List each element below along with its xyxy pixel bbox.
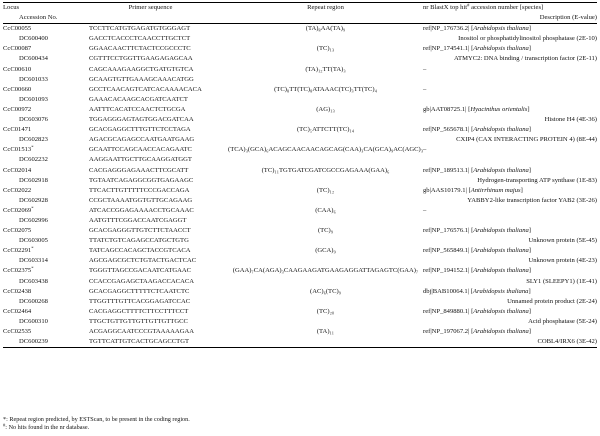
table-row bbox=[3, 95, 597, 105]
est-accession: DC602823 bbox=[19, 136, 48, 144]
primer-forward: TCCTTCATGTGAGATGTGGGAGT bbox=[89, 25, 191, 33]
hit-description: Unknown protein (5E-45) bbox=[528, 237, 597, 245]
hit-description: Acid phosphatase (5E-24) bbox=[528, 317, 597, 325]
est-accession: DC601093 bbox=[19, 95, 48, 103]
primer-reverse: TTGCTGTTGTTGTTGTTGTTGCC bbox=[89, 317, 188, 325]
repeat-region: (TC)₂₀ bbox=[316, 307, 335, 315]
table-row bbox=[3, 85, 597, 95]
table-row bbox=[3, 135, 597, 145]
table-row bbox=[3, 236, 597, 246]
est-accession: DC603438 bbox=[19, 277, 48, 285]
locus-cell bbox=[3, 65, 73, 75]
footnote-star: *: Repeat region predicted, by ESTScan, to be present in the coding region. bbox=[3, 416, 190, 423]
hit-description: Histone H4 (4E-36) bbox=[544, 116, 597, 124]
hit-accession: ref|NP_194152.1| bbox=[423, 267, 470, 275]
locus-cell bbox=[3, 266, 73, 276]
locus-id: CcC00610 bbox=[3, 65, 32, 73]
table-row bbox=[3, 186, 597, 196]
hit-description: SLY1 (SLEEPY1) (1E-41) bbox=[526, 277, 597, 285]
repeat-region: (GCA)₉ bbox=[315, 247, 336, 255]
table-row bbox=[3, 75, 597, 85]
header-locus: Locus bbox=[3, 3, 73, 14]
hit-description: YABBY2-like transcription factor YAB2 (3E-26) bbox=[467, 196, 597, 204]
locus-cell bbox=[3, 85, 73, 95]
repeat-region: (TA)₁₁ bbox=[316, 328, 335, 335]
repeat-empty bbox=[228, 95, 423, 105]
repeat-empty bbox=[228, 256, 423, 266]
primer-forward: GCACGAGGCTTTTTCTCAATCTC bbox=[89, 287, 190, 295]
table-row bbox=[3, 34, 597, 44]
repeat-empty bbox=[228, 115, 423, 125]
hit-species: Arabidopsis thaliana bbox=[473, 227, 529, 235]
hit-species: Arabidopsis thaliana bbox=[473, 126, 529, 134]
coding-region-mark: * bbox=[31, 205, 34, 211]
primer-reverse: CCACCGAGAGCTAAGACCACACA bbox=[89, 277, 194, 285]
est-accession: DC602928 bbox=[19, 196, 48, 204]
primer-forward: GCACGAGGGTTGTCTTCTAACCT bbox=[89, 227, 191, 235]
repeat-region: (TC)₁₂ bbox=[316, 186, 335, 194]
repeat-empty bbox=[228, 317, 423, 327]
primer-forward: GCAATTCCAGCAACCACAGAATC bbox=[89, 146, 192, 154]
locus-id: CcC02464 bbox=[3, 307, 32, 315]
coding-region-mark: * bbox=[31, 144, 34, 150]
hit-description: Inositol or phosphatidylinositol phosphatase (2E-10) bbox=[458, 35, 597, 43]
repeat-region: (AG)₁₃ bbox=[316, 105, 335, 113]
primer-reverse: TGTTCATTGTCACTGCAGCCTGT bbox=[73, 337, 228, 348]
table-row bbox=[3, 105, 597, 115]
hit-description: CXIP4 (CAX INTERACTING PROTEIN 4) (8E-44) bbox=[456, 136, 597, 144]
locus-id: CcC02022 bbox=[3, 186, 32, 194]
hit-description bbox=[423, 75, 597, 85]
coding-region-mark: * bbox=[31, 266, 34, 272]
table-row bbox=[3, 176, 597, 186]
locus-cell bbox=[3, 327, 73, 337]
hit-species: Arabidopsis thaliana bbox=[473, 166, 529, 174]
est-accession: DC600434 bbox=[19, 55, 48, 63]
blast-hit: gb|AAS10179.1| [Antirrhinum majus] bbox=[423, 186, 523, 194]
hit-description: COBL4/IRX6 (3E-42) bbox=[423, 337, 597, 348]
locus-id: CcC02375 bbox=[3, 267, 32, 275]
hit-species: Arabidopsis thaliana bbox=[473, 328, 529, 335]
table-header-row-2 bbox=[3, 13, 597, 24]
blast-hit: ref|NP_197067.2| [Arabidopsis thaliana] bbox=[423, 328, 531, 335]
locus-id: CcC02438 bbox=[3, 287, 32, 295]
repeat-region: (TC)₉ bbox=[317, 227, 334, 235]
table-row bbox=[3, 196, 597, 206]
footnote-hash: #: No hits found in the nr database. bbox=[3, 422, 90, 432]
repeat-empty bbox=[228, 216, 423, 226]
table-row bbox=[3, 145, 597, 155]
header-primer: Primer sequence bbox=[73, 3, 228, 14]
repeat-region: (TC)₁₃ bbox=[316, 45, 335, 53]
hit-species: Arabidopsis thaliana bbox=[473, 267, 529, 275]
primer-reverse: GAAACACAAGCACGATCAATCT bbox=[89, 95, 188, 103]
hit-species: Antirrhinum majus bbox=[470, 186, 521, 194]
primer-forward: ACGAGGCAATCCCGTAAAAAGAA bbox=[89, 328, 194, 335]
primer-forward: GCACGAGGCTTTGTTCTCCTAGA bbox=[89, 126, 191, 134]
blast-hit: ref|NP_174541.1| [Arabidopsis thaliana] bbox=[423, 45, 531, 53]
locus-cell bbox=[3, 166, 73, 176]
est-accession: DC600400 bbox=[19, 35, 48, 43]
hit-accession: – bbox=[423, 206, 427, 214]
locus-cell bbox=[3, 226, 73, 236]
hit-accession: ref|NP_565849.1| bbox=[423, 247, 470, 255]
est-accession: DC602918 bbox=[19, 176, 48, 184]
header-hit-suffix: accession number [species] bbox=[469, 4, 544, 11]
repeat-empty bbox=[228, 34, 423, 44]
hit-accession: – bbox=[423, 85, 427, 93]
hit-accession: ref|NP_565678.1| bbox=[423, 126, 470, 134]
repeat-empty bbox=[228, 277, 423, 287]
repeat-region: (TA)₁₂TT(TA)₃ bbox=[305, 65, 346, 73]
locus-cell bbox=[3, 125, 73, 135]
blast-hit: ref|NP_176736.2| [Arabidopsis thaliana] bbox=[423, 25, 531, 33]
primer-reverse: GCAAGTGTTGAAAGCAAACATGG bbox=[89, 75, 194, 83]
table-row bbox=[3, 256, 597, 266]
blast-hit: ref|NP_849880.1| [Arabidopsis thaliana] bbox=[423, 307, 531, 315]
primer-reverse: AGCGAGCGCTCTGTACTGACTCAC bbox=[89, 257, 197, 265]
locus-id: CcC00972 bbox=[3, 105, 32, 113]
hit-species: Arabidopsis thaliana bbox=[473, 247, 529, 255]
repeat-empty bbox=[228, 75, 423, 85]
primer-reverse: AATGTTTCGGACCAATCGAGGT bbox=[89, 216, 187, 224]
primer-forward: TTCACTTGTTTTTCCCGACCAGA bbox=[89, 186, 190, 194]
primer-reverse: TTGGTTTGTTCACGGAGATCCAC bbox=[89, 297, 191, 305]
locus-id: CcC01471 bbox=[3, 126, 32, 134]
blast-hit: dbj|BAB10064.1| [Arabidopsis thaliana] bbox=[423, 287, 531, 295]
table-row bbox=[3, 246, 597, 256]
repeat-region: (AC)₆(TC)₉ bbox=[310, 287, 341, 295]
primer-reverse: AAGGAATTGCTTGCAAGGATGGT bbox=[89, 156, 192, 164]
repeat-empty bbox=[228, 337, 423, 348]
header-hit-prefix: nr BlastX top hit bbox=[423, 4, 468, 11]
locus-id: CcC00660 bbox=[3, 85, 32, 93]
table-row bbox=[3, 216, 597, 226]
locus-cell bbox=[3, 145, 73, 155]
hit-accession: – bbox=[423, 146, 427, 154]
primer-forward: TGGGTTAGCCGACAATCATGAAC bbox=[89, 267, 192, 275]
blast-hit: ref|NP_565678.1| [Arabidopsis thaliana] bbox=[423, 126, 531, 134]
blast-hit: ref|NP_176576.1| [Arabidopsis thaliana] bbox=[423, 227, 531, 235]
table-row bbox=[3, 44, 597, 54]
blast-hit bbox=[423, 65, 597, 75]
table-row bbox=[3, 24, 597, 35]
table-row bbox=[3, 166, 597, 176]
header-description: Description (E-value) bbox=[423, 13, 597, 24]
repeat-empty bbox=[228, 176, 423, 186]
table-header-row-1 bbox=[3, 3, 597, 14]
locus-id: CcC02291 bbox=[3, 247, 32, 255]
locus-cell bbox=[3, 206, 73, 216]
repeat-empty bbox=[228, 196, 423, 206]
table-row bbox=[3, 297, 597, 307]
repeat-empty bbox=[228, 135, 423, 145]
locus-id: CcC02535 bbox=[3, 328, 32, 335]
locus-id: CcC02014 bbox=[3, 166, 32, 174]
primer-reverse: TTATCTGTCAGAGCCATGCTGTG bbox=[89, 237, 189, 245]
header-accession: Accession No. bbox=[3, 13, 73, 24]
table-row bbox=[3, 65, 597, 75]
header-hit-sup: # bbox=[467, 2, 470, 8]
primer-forward: TATCAGCCACAGCTACCGTCACA bbox=[89, 247, 191, 255]
primer-forward: GCCTCAACAGTCATCACAAAACACA bbox=[89, 85, 202, 93]
est-accession: DC602232 bbox=[19, 156, 48, 164]
primer-forward: GGAACAACTTCTACTCCGCCCTC bbox=[89, 45, 191, 53]
locus-id: CcC02075 bbox=[3, 227, 32, 235]
locus-id: CcC00087 bbox=[3, 45, 32, 53]
hit-accession: ref|NP_849880.1| bbox=[423, 307, 470, 315]
table-row bbox=[3, 115, 597, 125]
hit-species: Arabidopsis thaliana bbox=[472, 287, 529, 295]
primer-forward: AATTTCACATCCAACTCTGCGA bbox=[89, 105, 186, 113]
primer-reverse: TGGAGGGAGTAGTGGACGATCAA bbox=[89, 116, 194, 124]
hit-species: Arabidopsis thaliana bbox=[473, 45, 529, 53]
hit-species: Hyacinthus orientalis bbox=[470, 105, 528, 113]
blast-hit: ref|NP_189513.1| [Arabidopsis thaliana] bbox=[423, 166, 531, 174]
est-accession: DC600268 bbox=[19, 297, 48, 305]
hit-accession: dbj|BAB10064.1| bbox=[423, 287, 470, 295]
repeat-empty bbox=[228, 297, 423, 307]
table-row bbox=[3, 206, 597, 216]
blast-hit: ref|NP_565849.1| [Arabidopsis thaliana] bbox=[423, 247, 531, 255]
header-repeat: Repeat region bbox=[228, 3, 423, 14]
header-hit bbox=[423, 3, 597, 14]
hit-accession: gb|AAT08725.1| bbox=[423, 105, 467, 113]
primer-reverse: CCGCTAAAATGGTGTTGCAGAAG bbox=[89, 196, 193, 204]
hit-accession: ref|NP_176576.1| bbox=[423, 227, 470, 235]
primer-forward: ATCACCGGAGAAAACCTGCAAAC bbox=[89, 206, 194, 214]
est-accession: DC602996 bbox=[19, 216, 48, 224]
hit-description bbox=[423, 95, 597, 105]
table-row bbox=[3, 226, 597, 236]
hit-accession: ref|NP_189513.1| bbox=[423, 166, 470, 174]
repeat-empty bbox=[228, 155, 423, 165]
primer-forward: CACGAGGGAGAAACTTCGCATT bbox=[89, 166, 189, 174]
est-accession: DC600310 bbox=[19, 317, 48, 325]
hit-accession: ref|NP_174541.1| bbox=[423, 45, 470, 53]
blast-hit bbox=[423, 206, 597, 216]
est-accession: DC601033 bbox=[19, 75, 48, 83]
table-row bbox=[3, 54, 597, 64]
primer-reverse: CGTTTCCTGGTTGAAGAGAGCAA bbox=[89, 55, 193, 63]
locus-cell bbox=[3, 24, 73, 35]
hit-description: ATMYC2: DNA binding / transcription factor (2E-11) bbox=[454, 55, 597, 63]
blast-hit bbox=[423, 85, 597, 95]
locus-id: CcC00055 bbox=[3, 25, 32, 33]
hit-description bbox=[423, 155, 597, 165]
primer-reverse: AGACGCAGAGCCAATGAATGAAG bbox=[89, 136, 195, 144]
repeat-region: (CAA)₆ bbox=[315, 206, 336, 214]
table-row bbox=[3, 307, 597, 317]
hit-description: Unnamed protein product (2E-24) bbox=[507, 297, 597, 305]
primer-reverse: TGTAATCAGAGGCGGTGAGAAGC bbox=[89, 176, 194, 184]
blast-hit: ref|NP_194152.1| [Arabidopsis thaliana] bbox=[423, 267, 531, 275]
hit-description bbox=[423, 216, 597, 226]
locus-cell bbox=[3, 287, 73, 297]
locus-cell bbox=[3, 307, 73, 317]
primer-forward: CAGCAAAGAAGGCTGATGTGTCA bbox=[89, 65, 194, 73]
table-row bbox=[3, 125, 597, 135]
est-accession: DC603314 bbox=[19, 257, 48, 265]
hit-species: Arabidopsis thaliana bbox=[473, 25, 529, 33]
repeat-region: (GAA)₇CA(AGA)₃CAAGAAGATGAAGAGGATTAGAGTC(GAA)₇ bbox=[232, 267, 419, 275]
ssr-primer-table bbox=[3, 2, 597, 348]
repeat-region: (TA)₈AA(TA)₉ bbox=[305, 25, 346, 33]
locus-cell bbox=[3, 246, 73, 256]
primer-forward: CACGAGGCTTTTCTTCCTTTCCT bbox=[89, 307, 189, 315]
table-row bbox=[3, 155, 597, 165]
locus-id: CcC01513 bbox=[3, 146, 32, 154]
hit-accession: – bbox=[423, 65, 427, 73]
locus-cell bbox=[3, 44, 73, 54]
est-accession: DC603076 bbox=[19, 116, 48, 124]
primer-reverse: GACCTCACCCTCAACCTTGCTCT bbox=[89, 35, 191, 43]
locus-cell bbox=[3, 105, 73, 115]
table-body bbox=[3, 24, 597, 348]
table-row bbox=[3, 327, 597, 337]
table-footnotes bbox=[3, 416, 597, 432]
repeat-empty bbox=[228, 54, 423, 64]
est-accession: DC603005 bbox=[19, 237, 48, 245]
table-row bbox=[3, 277, 597, 287]
blast-hit bbox=[423, 145, 597, 155]
repeat-region: (TC)₈TT(TC)₈ATAAAC(TC)₃TT(TC)₄ bbox=[274, 85, 377, 93]
table-row bbox=[3, 317, 597, 327]
table-row bbox=[3, 337, 597, 348]
hit-accession: ref|NP_197067.2| bbox=[423, 328, 470, 335]
hit-accession: ref|NP_176736.2| bbox=[423, 25, 470, 33]
repeat-region: (TC)₁₁TGTGATCGATCGCCGAGAAA(GAA)₆ bbox=[261, 166, 390, 174]
hit-description: Unknown protein (4E-23) bbox=[528, 257, 597, 265]
hit-species: Arabidopsis thaliana bbox=[473, 307, 529, 315]
table-row bbox=[3, 266, 597, 276]
hit-accession: gb|AAS10179.1| bbox=[423, 186, 467, 194]
locus-cell bbox=[3, 186, 73, 196]
est-accession: DC600239 bbox=[3, 337, 73, 348]
blast-hit: gb|AAT08725.1| [Hyacinthus orientalis] bbox=[423, 105, 530, 113]
coding-region-mark: * bbox=[31, 245, 34, 251]
locus-id: CcC02069 bbox=[3, 206, 32, 214]
repeat-region: (TCA)₃(GCA)₆ACAGCAACAACAGCAG(CAA)₃CA(GCA)₉AC(AGC)₃ bbox=[228, 146, 424, 154]
table-row bbox=[3, 287, 597, 297]
repeat-empty bbox=[228, 236, 423, 246]
hit-description: Hydrogen-transporting ATP synthase (1E-83) bbox=[477, 176, 597, 184]
repeat-region: (TC)₅ATTCTT(TC)₁₄ bbox=[296, 126, 355, 134]
